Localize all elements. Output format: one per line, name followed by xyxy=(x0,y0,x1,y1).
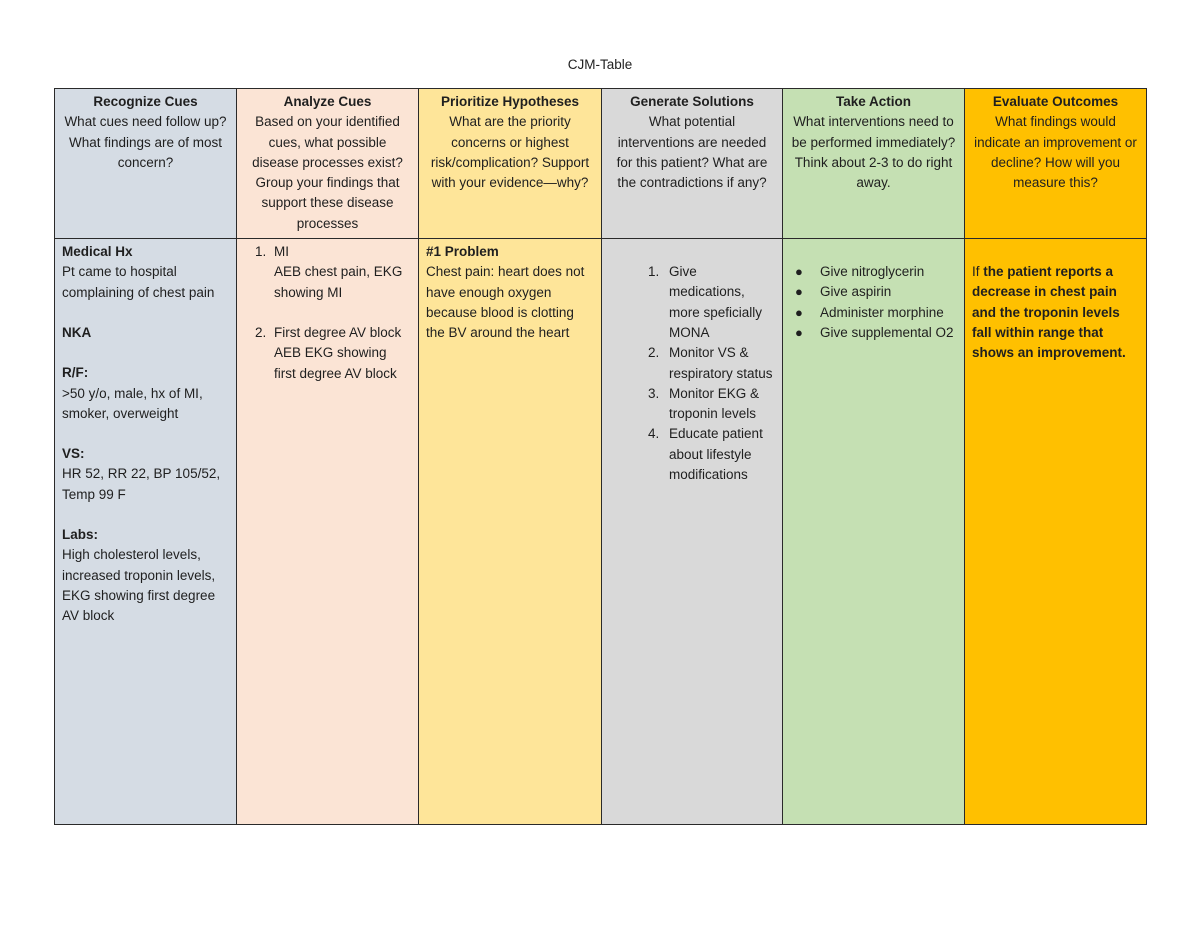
header-description: What interventions need to be performed immediately? Think about 2-3 to do right away. xyxy=(791,114,956,191)
evaluate-first-word: If xyxy=(972,264,980,280)
list-item xyxy=(795,282,957,302)
list-item xyxy=(795,323,957,343)
list-item: 3. Monitor EKG & troponin levels xyxy=(663,384,775,425)
problem-label: #1 Problem xyxy=(426,244,499,260)
prioritize-hypotheses-content xyxy=(419,239,602,825)
nka-label: NKA xyxy=(62,324,92,340)
header-analyze-cues xyxy=(237,89,419,239)
problem-text: Chest pain: heart does not have enough oxygen because blood is clotting the BV around the heart xyxy=(426,264,585,341)
medical-hx-text: Pt came to hospital complaining of chest pain xyxy=(62,264,215,300)
header-title: Prioritize Hypotheses xyxy=(440,94,580,109)
analyze-item-detail: AEB chest pain, EKG showing MI xyxy=(274,264,403,300)
header-description: What cues need follow up? What findings are of most concern? xyxy=(64,114,227,170)
analyze-list xyxy=(244,242,411,384)
header-title: Analyze Cues xyxy=(283,94,372,109)
header-title: Evaluate Outcomes xyxy=(992,94,1119,109)
analyze-item-title: 2. First degree AV block xyxy=(274,324,402,340)
labs-label: Labs: xyxy=(62,527,99,543)
analyze-cues-content xyxy=(237,239,419,825)
header-evaluate-outcomes xyxy=(965,89,1147,239)
header-title: Take Action xyxy=(835,94,911,109)
header-row xyxy=(55,89,1147,239)
risk-factors-label: R/F: xyxy=(62,365,89,381)
header-prioritize-hypotheses xyxy=(419,89,602,239)
evaluate-text xyxy=(972,262,1139,363)
list-item: 4. Educate patient about lifestyle modifications xyxy=(663,424,775,485)
recognize-cues-content xyxy=(55,239,237,825)
list-item xyxy=(270,242,411,323)
bullet-icon: ● xyxy=(795,324,803,340)
vital-signs-text: HR 52, RR 22, BP 105/52, Temp 99 F xyxy=(62,466,221,502)
header-description: What potential interventions are needed for this patient? What are the contradictions if any? xyxy=(616,114,768,191)
generate-solutions-content xyxy=(602,239,783,825)
bullet-icon: ● xyxy=(795,264,803,280)
list-item: 2. Monitor VS & respiratory status xyxy=(663,343,775,384)
bullet-icon: ● xyxy=(795,304,803,320)
list-item xyxy=(795,262,957,282)
list-item xyxy=(270,323,411,384)
labs-text: High cholesterol levels, increased troponin levels, EKG showing first degree AV block xyxy=(62,547,216,624)
page-title: CJM-Table xyxy=(567,57,633,72)
action-text: Give aspirin xyxy=(820,284,892,300)
analyze-item-detail: AEB EKG showing first degree AV block xyxy=(274,345,397,381)
list-item: 1. Give medications, more speficially MONA xyxy=(663,262,775,343)
header-description: What findings would indicate an improvement or decline? How will you measure this? xyxy=(974,114,1137,191)
medical-hx-label: Medical Hx xyxy=(62,244,133,260)
list-item xyxy=(795,303,957,323)
evaluate-rest: the patient reports a decrease in chest pain and the troponin levels fall within range that shows an improvement. xyxy=(972,264,1126,361)
solutions-list xyxy=(609,262,775,485)
take-action-content xyxy=(783,239,965,825)
evaluate-outcomes-content xyxy=(965,239,1147,825)
analyze-item-title: 1. MI xyxy=(274,244,289,260)
risk-factors-text: >50 y/o, male, hx of MI, smoker, overweight xyxy=(62,385,203,421)
actions-list xyxy=(790,262,957,343)
header-take-action xyxy=(783,89,965,239)
bullet-icon: ● xyxy=(795,284,803,300)
content-row xyxy=(55,239,1147,825)
action-text: Give nitroglycerin xyxy=(820,264,925,280)
cjm-table xyxy=(54,88,1147,825)
header-title: Recognize Cues xyxy=(93,94,198,109)
action-text: Give supplemental O2 xyxy=(820,324,954,340)
action-text: Administer morphine xyxy=(820,304,944,320)
header-description: Based on your identified cues, what possible disease processes exist? Group your findings that support these disease processes xyxy=(252,114,403,231)
vital-signs-label: VS: xyxy=(62,446,85,462)
header-description: What are the priority concerns or highest risk/complication? Support with your evidence—why? xyxy=(430,114,590,191)
header-recognize-cues xyxy=(55,89,237,239)
header-generate-solutions xyxy=(602,89,783,239)
header-title: Generate Solutions xyxy=(630,94,754,109)
